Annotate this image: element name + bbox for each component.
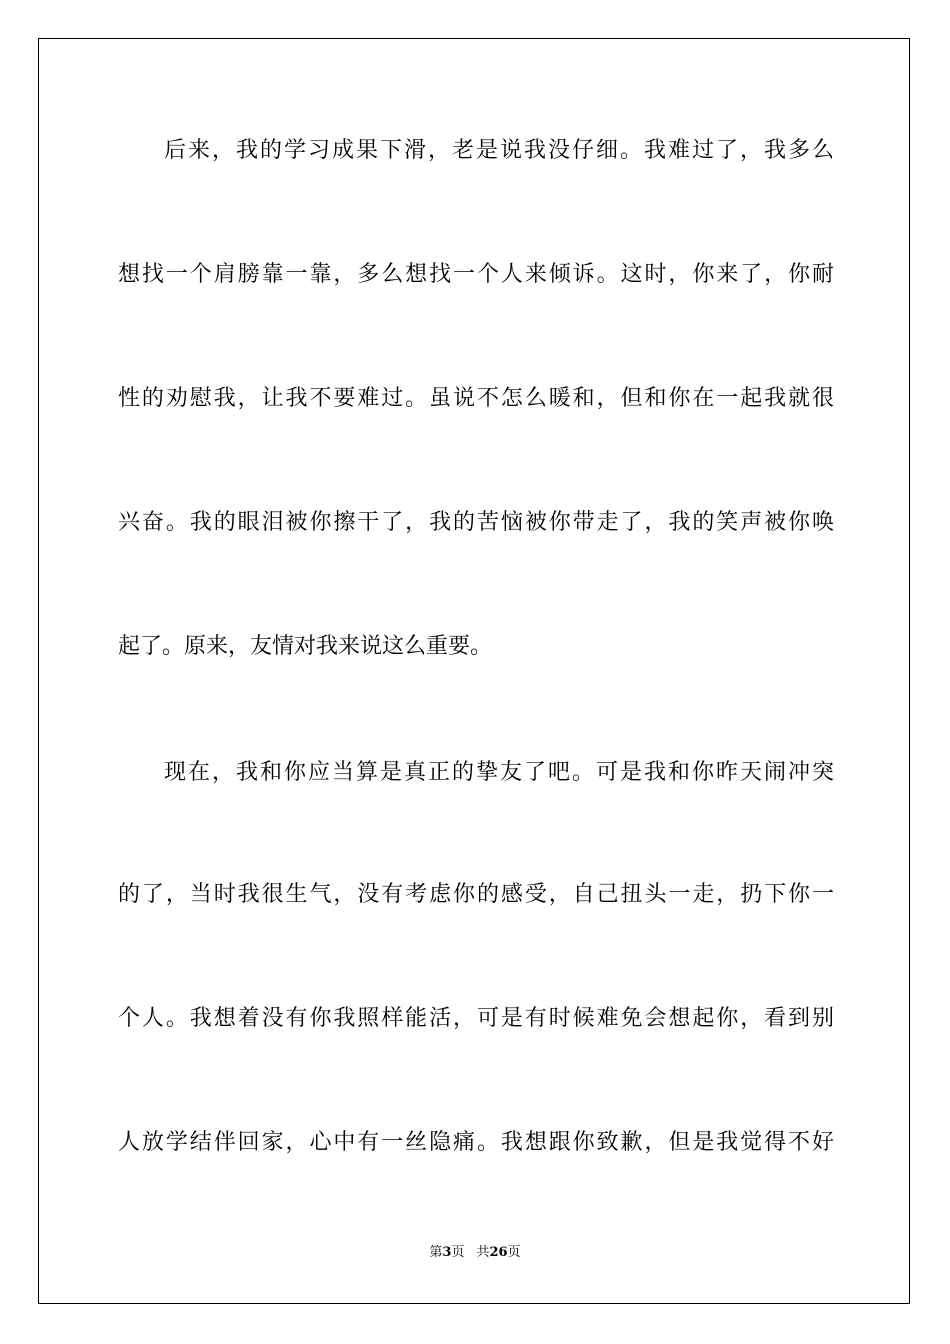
paragraph-2-line-2: 的了，当时我很生气，没有考虑你的感受，自己扭头一走，扔下你一 [118,882,834,907]
paragraph-1-line-1: 后来，我的学习成果下滑，老是说我没仔细。我难过了，我多么 [164,138,834,163]
page-footer [0,1244,950,1262]
footer-page-prefix: 第 [429,1245,443,1260]
footer-total-suffix: 页 [507,1245,521,1260]
page-frame [38,38,910,1304]
paragraph-1-line-5: 起了。原来，友情对我来说这么重要。 [118,634,493,659]
paragraph-1-line-4: 兴奋。我的眼泪被你擦干了，我的苦恼被你带走了，我的笑声被你唤 [118,510,834,535]
footer-total-pages: 26 [489,1245,508,1260]
paragraph-1-line-2: 想找一个肩膀靠一靠，多么想找一个人来倾诉。这时，你来了，你耐 [118,262,834,287]
paragraph-2-line-3: 个人。我想着没有你我照样能活，可是有时候难免会想起你，看到别 [118,1006,834,1031]
footer-page-number: 3 [442,1245,452,1260]
paragraph-1-line-3: 性的劝慰我，让我不要难过。虽说不怎么暖和，但和你在一起我就很 [118,386,834,411]
paragraph-2-line-4: 人放学结伴回家，心中有一丝隐痛。我想跟你致歉，但是我觉得不好 [118,1130,834,1155]
footer-page-suffix: 页 [451,1245,465,1260]
paragraph-2-line-1: 现在，我和你应当算是真正的挚友了吧。可是我和你昨天闹冲突 [164,760,834,785]
footer-total-prefix: 共 [476,1245,490,1260]
